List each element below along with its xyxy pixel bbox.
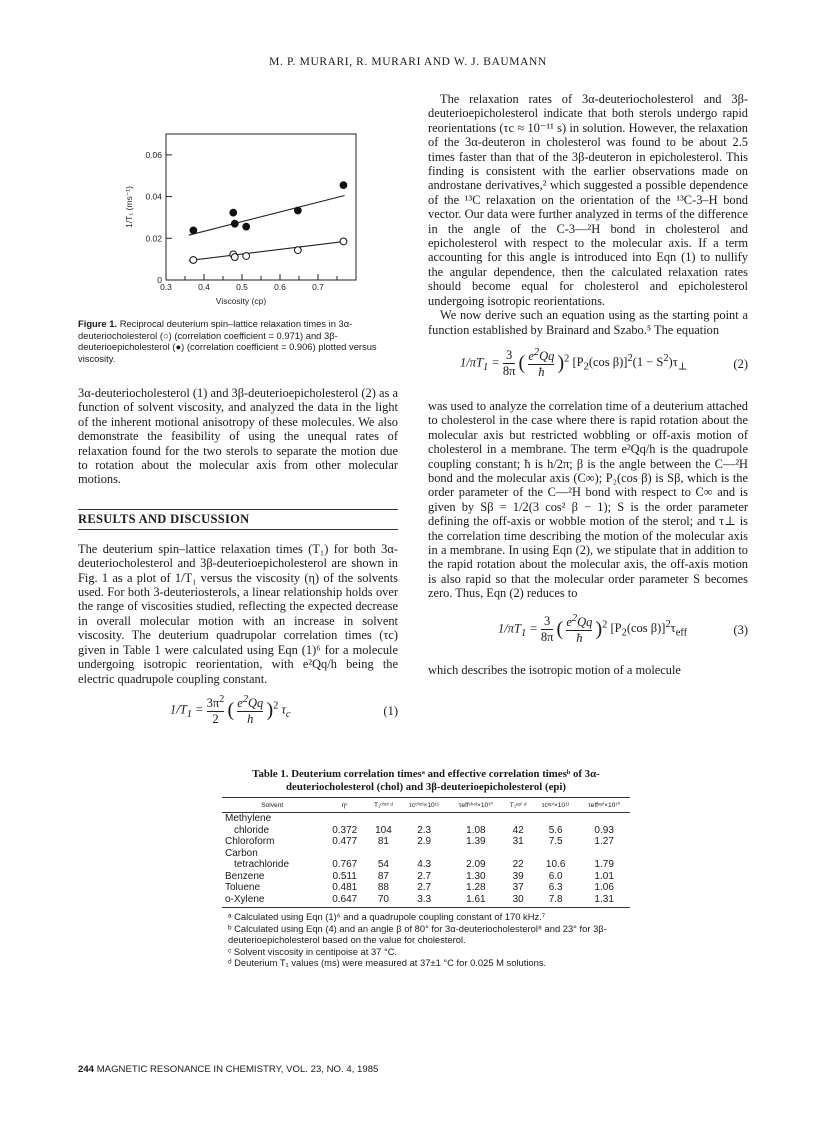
table-row [222,882,630,894]
table-cell [533,848,578,860]
caption-label: Figure 1. [78,318,118,329]
table-cell [322,813,367,825]
table-1 [222,768,630,969]
table-cell [448,813,503,825]
table-cell: 1.06 [594,882,614,893]
data-point-cholesterol [190,257,197,264]
table-cell: Benzene [225,870,265,882]
table-cell [400,813,449,825]
table-cell: 31 [512,836,524,847]
table-cell: 81 [377,836,389,847]
table-cell: 2.09 [466,859,486,870]
table-cell: Carbon [225,847,258,859]
caption-text: Reciprocal deuterium spin–lattice relaxation times in 3α-deuteriocholesterol (○) (correlation coefficient = 0.971) and 3β-deuterioepicholesterol (●) (correlation coefficient = 0.906) plotted versus viscosity. [78,318,377,364]
x-axis-label: Viscosity (cp) [215,296,267,306]
table-cell: 22 [512,859,524,870]
scatter-chart [78,92,398,314]
header-cell: τeffᵉᵖⁱ×10¹⁰ [578,798,630,813]
table-footnotes [222,911,630,969]
x-tick-label: 0.6 [274,282,286,292]
table-cell: 0.477 [332,836,358,847]
table-cell: 30 [503,894,533,908]
equation-3-number: (3) [733,622,748,637]
data-point-epicholesterol [231,220,238,227]
table-cell [400,848,449,860]
table-cell: 2.3 [417,824,432,836]
y-tick-label: 0.04 [145,191,162,202]
equation-1-number: (1) [383,703,398,718]
data-point-cholesterol [294,247,301,254]
table-cell: 2.9 [417,836,432,847]
table-cell: 7.5 [548,836,563,847]
table-cell: 2.7 [417,882,432,893]
table-cell [367,813,400,825]
data-point-epicholesterol [190,227,197,234]
header-cell: τcᶜʰᵒˡ×10¹¹ [400,798,449,813]
table-cell: chloride [234,824,270,836]
x-tick-label: 0.4 [198,282,210,292]
data-point-cholesterol [243,253,250,260]
table-cell: Toluene [225,882,261,893]
header-cell: T₁ᵉᵖⁱ ᵈ [503,798,533,813]
x-tick-label: 0.3 [160,282,172,292]
table-cell: 1.01 [594,870,614,882]
equation-2-number: (2) [733,356,748,371]
data-point-cholesterol [231,254,238,261]
data-point-epicholesterol [294,207,301,214]
table-cell: 1.27 [594,836,614,847]
paragraph-intro-cont: 3α-deuteriocholesterol (1) and 3β-deuterioepicholesterol (2) as a function of solvent viscosity, and analyzed the data in the light of the inherent motional anisotropy of these molecules. We also demonstrate the feasibility of using the unequal rates of relaxation found for the two sterols to separate the motion due to rotation about the molecular axis from other molecular motions. [78,386,398,487]
paragraph-isotropic: which describes the isotropic motion of a molecule [428,662,681,677]
table-row [222,871,630,883]
data-point-cholesterol [340,238,347,245]
table-cell [322,848,367,860]
table-cell: 54 [377,859,389,870]
table-cell: 1.39 [466,836,486,847]
paragraph-derivation: We now derive such an equation using as the starting point a function established by Brainard and Szabo.⁵ The equation [428,308,748,337]
table-cell: 0.93 [594,824,614,836]
table-cell: 1.08 [466,824,486,836]
table-cell: 6.3 [548,882,563,893]
table-cell: 1.79 [594,859,614,870]
table-cell: o-Xylene [222,894,322,908]
table-cell [367,848,400,860]
footnote: ᵈ Deuterium T₁ values (ms) were measured at 37±1 °C for 0.025 M solutions. [228,957,547,968]
fit-line [189,196,345,236]
data-table [222,797,630,908]
table-row [222,848,630,860]
table-cell: 3.3 [400,894,449,908]
table-cell: 1.61 [448,894,503,908]
x-tick-label: 0.7 [312,282,324,292]
figure-1 [78,92,398,312]
table-cell: 2.7 [417,870,432,882]
footnote: ᶜ Solvent viscosity in centipoise at 37 °C. [228,945,398,957]
figure-caption [78,318,378,364]
table-cell: 1.31 [578,894,630,908]
table-cell [503,848,533,860]
table-cell: 37 [512,882,524,893]
y-tick-label: 0 [157,275,162,285]
left-column [78,92,398,742]
table-cell [503,813,533,825]
journal-citation: MAGNETIC RESONANCE IN CHEMISTRY, VOL. 23, NO. 4, 1985 [96,1064,379,1075]
header-cell: τcᵉᵖⁱ×10¹¹ [533,798,578,813]
table-cell: 0.511 [332,870,357,882]
table-cell: 39 [512,870,524,882]
equation-1: $1/T_1$ = $\frac{3\pi^2}{2}$ ( $\frac{e^2Qq}{h}$ )$^2$ $\tau_c$ (1) [170,693,398,727]
table-cell: 0.481 [332,882,358,893]
table-row [222,859,630,871]
x-tick-label: 0.5 [236,282,248,292]
table-cell: 88 [377,882,389,893]
table-title: Table 1. Deuterium correlation timesᵃ and effective correlation timesᵇ of 3α-deuteriocholesterol (chol) and 3β-deuterioepicholesterol (epi) [252,768,600,793]
table-row [222,894,630,908]
table-cell: 1.30 [466,870,486,882]
table-body [222,813,630,908]
y-tick-label: 0.02 [145,233,162,244]
footnote: ᵃ Calculated using Eqn (1)⁶ and a quadrupole coupling constant of 170 kHz.⁷ [228,911,546,922]
table-cell: Methylene [225,813,272,824]
table-cell: 42 [512,824,524,836]
header-cell: T₁ᶜʰᵒˡ ᵈ [367,798,400,813]
data-point-epicholesterol [243,223,250,230]
paragraph-relaxation: The relaxation rates of 3α-deuteriocholesterol and 3β-deuterioepicholesterol indicate that both sterols undergo rapid reorientations (τc ≈ 10⁻¹¹ s) in solution. However, the relaxation of the 3α-deuteron in cholesterol was found to be about 2.5 times faster than that of the 3β-deuteron in epicholesterol. This finding is consistent with the earlier observations made on androstane derivatives,² which suggested a possible dependence of the ¹³C relaxation on the orientation of the ¹³C-3–H bond vector. Our data were further analyzed in terms of the difference in the angle of the C-3—²H bond in cholesterol and epicholesterol with respect to the molecular axis. If a term accounting for this angle is introduced into Eqn (1) to nullify the angular dependence, then the calculated relaxation rates should become equal for cholesterol and epicholesterol undergoing isotropic reorientations. [428,92,748,308]
page-number: 244 [78,1064,95,1075]
table-cell: 0.647 [322,894,367,908]
section-heading: RESULTS AND DISCUSSION [78,509,398,530]
table-cell [578,813,630,825]
table-cell: 5.6 [548,824,563,836]
paragraph-results: The deuterium spin–lattice relaxation times (T₁) for both 3α-deuteriocholesterol and 3β-deuterioepicholesterol are shown in Fig. 1 as a plot of 1/T₁ versus the viscosity (η) of the solvents used. For both 3-deuteriosterols, a linear relationship holds over the range of viscosities studied, reflecting the expected decrease in overall molecular motion with an increase in solvent viscosity. The deuterium quadrupolar correlation times (τc) given in Table 1 were calculated using Eqn (1)⁶ for a molecule undergoing isotropic reorientation, with e²Qq/h being the electric quadrupole coupling constant. [78,541,398,686]
table-cell: 0.372 [332,824,358,836]
table-cell: tetrachloride [234,859,290,870]
header-cell: ηᶜ [322,798,367,813]
table-cell: 6.0 [548,870,563,882]
running-header: M. P. MURARI, R. MURARI AND W. J. BAUMANN [269,56,547,68]
table-cell: 4.3 [417,859,432,870]
table-cell [533,813,578,825]
table-header-row [222,798,630,813]
right-column [428,92,748,677]
paragraph-correlation: was used to analyze the correlation time of a deuterium attached to cholesterol in the case where there is rapid rotation about the molecular axis but restricted wobbling or off-axis motion of cholesterol in a membrane. The term e²Qq/h is the quadrupole coupling constant; ħ is h/2π; β is the angle between the C—²H bond and the molecular axis (C∞); P₂(cos β) is Sβ, which is the order parameter of the C—²H bond with respect to C∞ and is given by Sβ = 1/2(3 cos² β − 1); S is the order parameter defining the off-axis or wobble motion of the sterol; and τ⊥ is the correlation time describing the motion of the molecular axis in a membrane. In using Eqn (2), we stipulate that in addition to the rapid rotation about the molecular axis, the off-axis motion is also rapid so that the molecular order parameter S becomes zero. Thus, Eqn (2) reduces to [428,398,748,601]
equation-2: $1/\pi T_1$ = $\frac{3}{8\pi}$ ( $\frac{e^2Qq}{ħ}$ )$^2$ [$P_2(\cos$ $\beta)]^2(1 - S^2)\tau_\perp$ (2) [460,346,748,380]
table-cell: 7.8 [533,894,578,908]
table-cell: 0.767 [332,859,358,870]
table-cell [578,848,630,860]
table-cell: Chloroform [225,836,275,847]
table-cell: 87 [377,870,389,882]
equation-3: $1/\pi T_1$ = $\frac{3}{8\pi}$ ( $\frac{e^2Qq}{ħ}$ )$^2$ [$P_2(\cos$ $\beta)]^2\tau_{eff}$ (3) [498,612,748,645]
table-cell [448,848,503,860]
page-footer [78,1064,378,1075]
header-cell: τeffᶜʰᵒˡ×10¹⁰ [448,798,503,813]
data-point-epicholesterol [340,182,347,189]
table-cell: 104 [375,824,392,836]
table-cell: 70 [367,894,400,908]
footnote: ᵇ Calculated using Eqn (4) and an angle β of 80° for 3α-deuteriocholesterol⁸ and 23° for 3β-deuterioepicholesterol based on the value for cholesterol. [228,922,607,945]
table-row [222,825,630,837]
fit-line [189,241,345,260]
table-cell: 10.6 [545,859,566,870]
y-axis-label: 1/T₁ (ms⁻¹) [124,186,134,228]
table-cell: 1.28 [466,882,486,893]
table-row [222,813,630,825]
data-point-epicholesterol [230,209,237,216]
header-cell: Solvent [222,798,322,813]
table-row [222,836,630,848]
y-tick-label: 0.06 [145,149,162,160]
